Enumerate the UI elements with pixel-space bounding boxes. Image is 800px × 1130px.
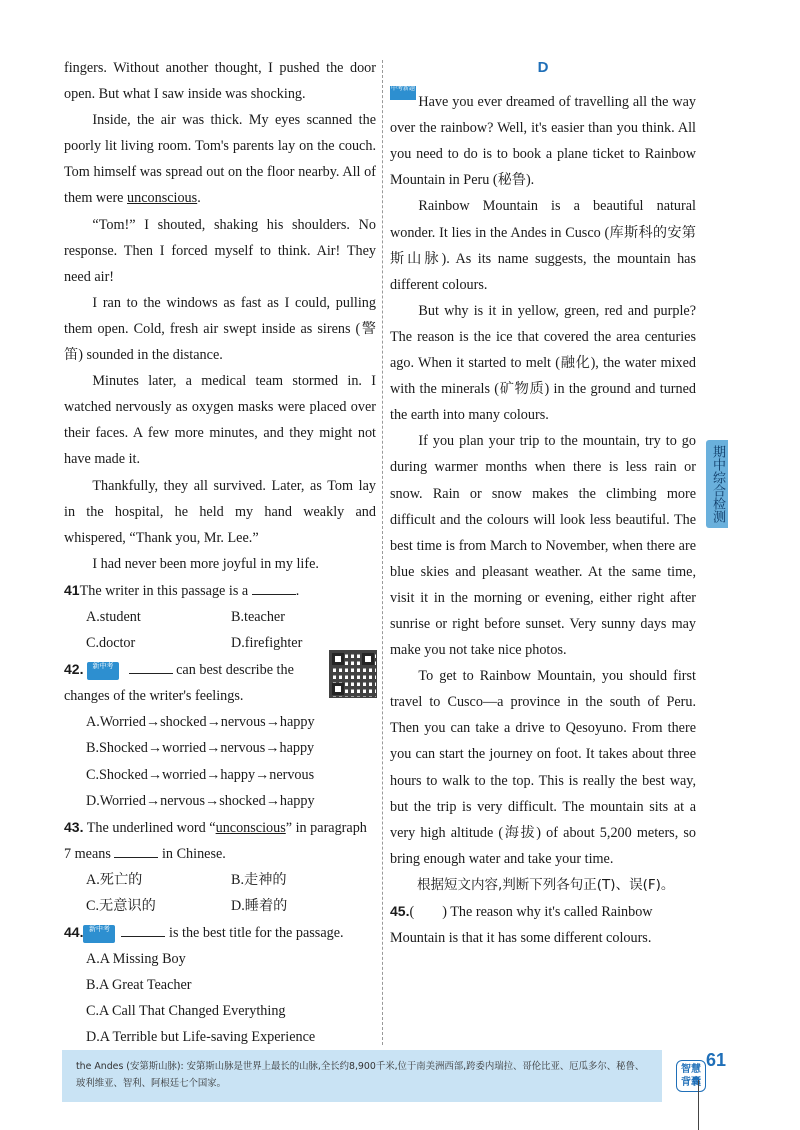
page-edge-line [698, 1080, 699, 1130]
option-d[interactable]: D.firefighter [231, 635, 303, 652]
qr-code-icon[interactable] [329, 650, 377, 698]
answer-blank[interactable] [114, 843, 158, 858]
section-letter: D [537, 59, 549, 76]
option-a[interactable]: A.student [86, 608, 141, 625]
option-b[interactable]: B.走神的 [231, 871, 287, 888]
question-41-options [64, 604, 376, 630]
new-exam-badge: 新中考 [83, 925, 115, 943]
smart-backpack-badge: 智慧背囊 [676, 1060, 706, 1092]
question-45: 45.( ) The reason why it's called Rainbow Mountain is that it has some different colours. [390, 903, 653, 947]
answer-blank[interactable] [129, 659, 173, 674]
passage-paragraph-1: fingers. Without another thought, I pushed the door open. But what I saw inside was shocking. [64, 60, 376, 103]
right-column [390, 55, 696, 951]
option-c[interactable]: C.无意识的 [86, 898, 156, 914]
question-42: 42. 新中考 can best describe the changes of the writer's feelings. [64, 661, 294, 705]
passage-paragraph-7: I had never been more joyful in my life. [92, 555, 319, 572]
option-b[interactable]: B.Shocked→worried→nervous→happy [86, 740, 315, 757]
option-d[interactable]: D.睡着的 [231, 898, 288, 914]
passage-paragraph-5: Minutes later, a medical team stormed in. I watched nervously as oxygen masks were placed over their faces. A few more minutes, and they might not have made it. [64, 373, 376, 468]
page-number: 61 [706, 1050, 727, 1070]
option-c[interactable]: C.Shocked→worried→happy→nervous [86, 766, 315, 783]
passage-d-paragraph-3: But why is it in yellow, green, red and purple? The reason is the ice that covered the area centuries ago. When it started to melt (融化), the water mixed with the minerals (矿物质) in the ground and turned the earth into many colours. [390, 302, 696, 424]
passage-paragraph-2: Inside, the air was thick. My eyes scanned the poorly lit living room. Tom's parents lay on the couch. Tom himself was spread out on the floor nearby. All of them were unconscious. [64, 112, 376, 207]
question-41: 41The writer in this passage is a . [64, 581, 300, 599]
underlined-word: unconscious [127, 190, 198, 207]
new-exam-badge: 新中考 [87, 662, 119, 680]
passage-d-paragraph-1: Have you ever dreamed of travelling all the way over the rainbow? Well, it's easier than you think. All you need to do is to book a plane ticket to Rainbow Mountain in Peru (秘鲁). [390, 94, 696, 189]
option-d[interactable]: D.Worried→nervous→shocked→happy [86, 792, 315, 809]
passage-d-paragraph-2: Rainbow Mountain is a beautiful natural wonder. It lies in the Andes in Cusco (库斯科的安第斯山脉). As its name suggests, the mountain has different colours. [390, 198, 696, 293]
column-divider [382, 60, 383, 1045]
answer-blank[interactable] [121, 922, 165, 937]
option-a[interactable]: A.Worried→shocked→nervous→happy [86, 714, 315, 731]
instruction: 根据短文内容,判断下列各句正(T)、误(F)。 [417, 876, 675, 893]
passage-paragraph-4: I ran to the windows as fast as I could, pulling them open. Cold, fresh air swept inside as sirens (警笛) sounded in the distance. [64, 294, 376, 364]
option-c[interactable]: C.A Call That Changed Everything [86, 1003, 286, 1020]
option-d[interactable]: D.A Terrible but Life-saving Experience [86, 1029, 316, 1046]
passage-paragraph-3: “Tom!” I shouted, shaking his shoulders. No response. Then I forced myself to think. Air! They need air! [64, 216, 376, 285]
side-tab-midterm: 期中综合检测 [706, 440, 728, 528]
question-44: 44. 新中考 is the best title for the passage. [64, 924, 344, 942]
new-question-badge: 中考新题 [390, 86, 416, 100]
answer-blank[interactable] [252, 580, 296, 595]
option-b[interactable]: B.teacher [231, 608, 285, 625]
passage-d-paragraph-5: To get to Rainbow Mountain, you should first travel to Cusco—a province in the south of Peru. Then you can take a drive to Qesoyuno. From there you can start the journey on foot. It takes about three hours to walk to the top. This is really the best way, but the trip is very difficult. The mountain sits at a very high altitude (海拔) of about 5,200 meters, so bring enough water and take your time. [390, 668, 696, 867]
option-a[interactable]: A.死亡的 [86, 871, 143, 888]
question-43: 43. The underlined word “unconscious” in paragraph 7 means in Chinese. [64, 818, 367, 862]
option-c[interactable]: C.doctor [86, 635, 136, 652]
option-a[interactable]: A.A Missing Boy [86, 951, 186, 968]
option-b[interactable]: B.A Great Teacher [86, 977, 192, 994]
passage-d-paragraph-4: If you plan your trip to the mountain, try to go during warmer months when there is less rain or snow. Rain or snow makes the climbing more difficult and the colours will look less beautiful. The best time is from March to November, when there are blue skies and pleasant weather. At the same time, visit it in the morning or evening, either right after sunrise or right before sunset. Very sunny days may make you not take nice photos. [390, 433, 696, 659]
footer-note: the Andes (安第斯山脉): 安第斯山脉是世界上最长的山脉,全长约8,900千米,位于南美洲西部,跨委内瑞拉、哥伦比亚、厄瓜多尔、秘鲁、玻利维亚、智利、阿根廷七个国家。 [62, 1050, 662, 1102]
left-column [64, 55, 376, 1051]
passage-paragraph-6: Thankfully, they all survived. Later, as Tom lay in the hospital, he held my hand weakly and whispered, “Thank you, Mr. Lee.” [64, 477, 376, 546]
